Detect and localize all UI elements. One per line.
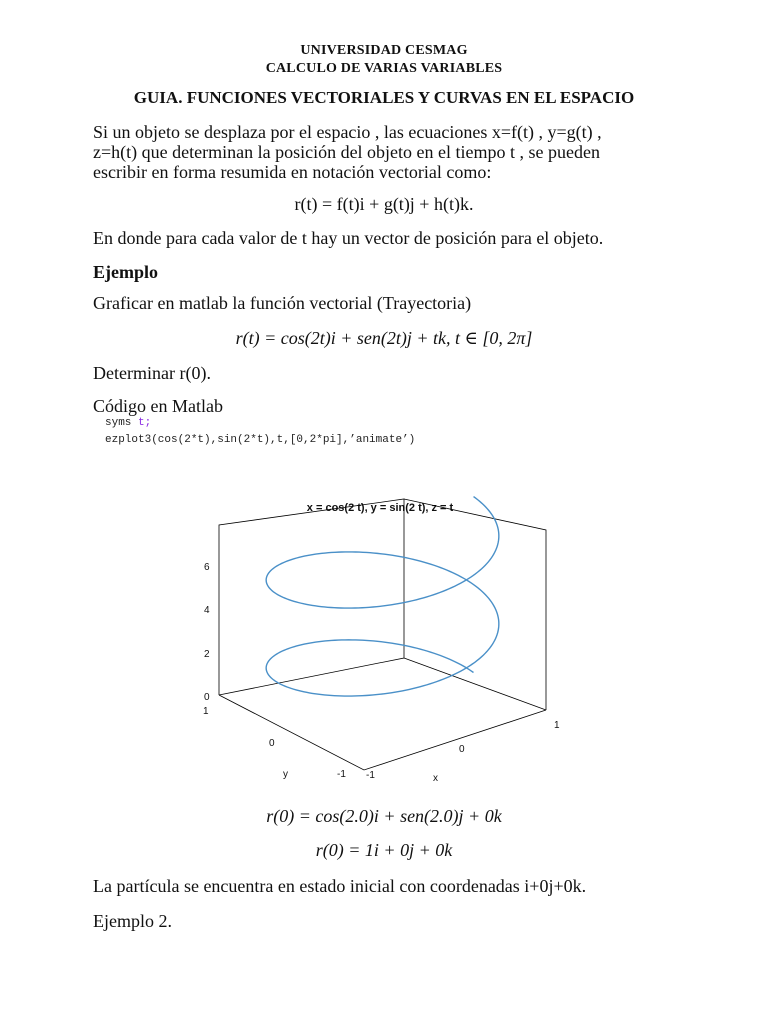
y-tick-neg1: -1 (337, 769, 346, 780)
example-task: Graficar en matlab la función vectorial (Trayectoria) (93, 293, 472, 313)
back-floor-edge (404, 658, 546, 710)
intro-line-1: Si un objeto se desplaza por el espacio , las ecuaciones x=f(t) , y=g(t) , (93, 122, 602, 142)
code-line-1 (105, 417, 151, 429)
x-tick-neg1: -1 (366, 770, 375, 781)
code-line-2: ezplot3(cos(2*t),sin(2*t),t,[0,2*pi],’animate’) (105, 434, 416, 446)
university-name: UNIVERSIDAD CESMAG (300, 43, 468, 58)
helix-plot (180, 490, 580, 790)
r0-line-2: r(0) = 1i + 0j + 0k (315, 840, 453, 860)
z-tick-6: 6 (204, 562, 210, 573)
conclusion: La partícula se encuentra en estado inicial con coordenadas i+0j+0k. (93, 876, 587, 896)
floor-front-edges (219, 695, 546, 770)
code-keyword: syms (105, 417, 132, 429)
code-argument: t; (138, 417, 152, 429)
back-right-wall (404, 499, 546, 710)
intro-line-3: escribir en forma resumida en notación vectorial como: (93, 162, 492, 182)
intro-line-2: z=h(t) que determinan la posición del objeto en el tiempo t , se pueden (93, 142, 600, 162)
x-axis-ticks (366, 720, 560, 784)
z-tick-0: 0 (204, 692, 210, 703)
next-example: Ejemplo 2. (93, 911, 172, 931)
z-axis-ticks (204, 562, 210, 703)
y-tick-0: 0 (269, 738, 275, 749)
determine-line: Determinar r(0). (93, 363, 211, 383)
y-axis-label: y (283, 769, 288, 780)
x-tick-1: 1 (554, 720, 560, 731)
page-title: GUIA. FUNCIONES VECTORIALES Y CURVAS EN EL ESPACIO (133, 88, 635, 107)
helix-curve (266, 497, 499, 696)
vector-equation: r(t) = f(t)i + g(t)j + h(t)k. (294, 194, 474, 214)
y-tick-1: 1 (203, 706, 209, 717)
z-tick-2: 2 (204, 649, 210, 660)
x-axis-label: x (433, 773, 438, 784)
example-function: r(t) = cos(2t)i + sen(2t)j + tk, t ∈ [0, 2π] (235, 328, 533, 348)
chart-title: x = cos(2 t), y = sin(2 t), z = t (306, 502, 454, 514)
intro-after: En donde para cada valor de t hay un vector de posición para el objeto. (93, 228, 604, 248)
course-name: CALCULO DE VARIAS VARIABLES (265, 61, 503, 76)
x-tick-0: 0 (459, 744, 465, 755)
r0-line-1: r(0) = cos(2.0)i + sen(2.0)j + 0k (266, 806, 502, 826)
z-tick-4: 4 (204, 605, 210, 616)
example-heading: Ejemplo (93, 262, 158, 282)
y-axis-ticks (203, 706, 346, 780)
code-heading: Código en Matlab (93, 396, 223, 416)
back-left-wall (219, 499, 404, 695)
